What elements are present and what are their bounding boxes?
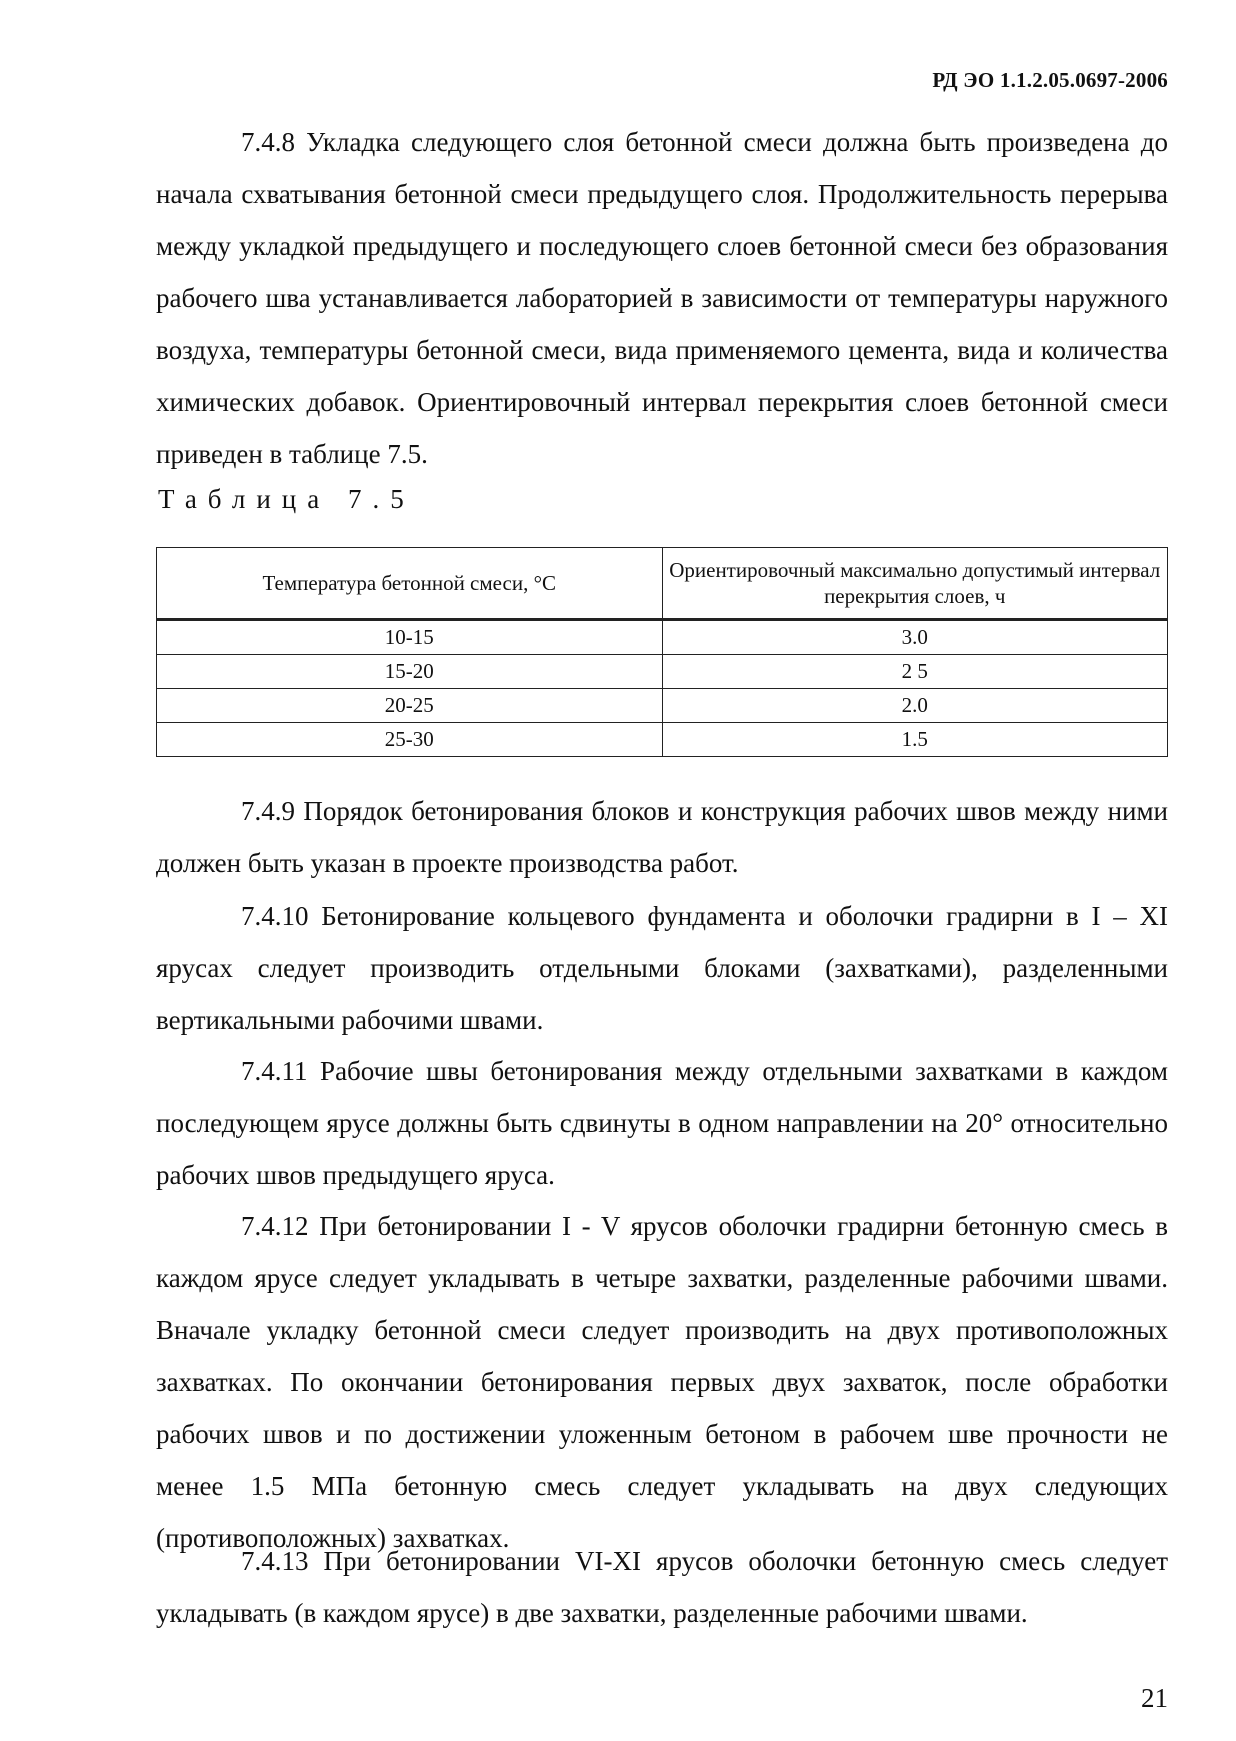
table-cell-temperature: 20-25 xyxy=(157,689,663,723)
document-code: РД ЭО 1.1.2.05.0697-2006 xyxy=(932,68,1168,92)
temperature-interval-table xyxy=(156,547,1168,757)
page-number: 21 xyxy=(1141,1683,1168,1713)
table-row xyxy=(157,620,1168,655)
paragraph-7-4-9: 7.4.9 Порядок бетонирования блоков и конструкция рабочих швов между ними должен быть указан в проекте производства работ. xyxy=(156,796,1168,878)
column-header-interval: Ориентировочный максимально допустимый интервал перекрытия слоев, ч xyxy=(662,548,1168,620)
table-row xyxy=(157,655,1168,689)
table-cell-interval: 1.5 xyxy=(662,723,1168,757)
paragraph-7-4-13: 7.4.13 При бетонировании VI-XI ярусов оболочки бетонную смесь следует укладывать (в каждом ярусе) в две захватки, разделенные рабочими швами. xyxy=(156,1546,1168,1628)
table-cell-interval: 2.0 xyxy=(662,689,1168,723)
table-cell-temperature: 10-15 xyxy=(157,620,663,655)
paragraph-7-4-10: 7.4.10 Бетонирование кольцевого фундамента и оболочки градирни в I – XI ярусах следует производить отдельными блоками (захватками), разделенными вертикальными рабочими швами. xyxy=(156,901,1168,1035)
paragraph-7-4-8: 7.4.8 Укладка следующего слоя бетонной смеси должна быть произведена до начала схватывания бетонной смеси предыдущего слоя. Продолжительность перерыва между укладкой предыдущего и последующего слоев бетонной смеси без образования рабочего шва устанавливается лабораторией в зависимости от температуры наружного воздуха, температуры бетонной смеси, вида применяемого цемента, вида и количества химических добавок. Ориентировочный интервал перекрытия слоев бетонной смеси приведен в таблице 7.5. xyxy=(156,127,1168,469)
table-caption: Таблица 7.5 xyxy=(158,484,415,514)
paragraph-7-4-11: 7.4.11 Рабочие швы бетонирования между отдельными захватками в каждом последующем ярусе должны быть сдвинуты в одном направлении на 20° относительно рабочих швов предыдущего яруса. xyxy=(156,1056,1168,1190)
table-cell-temperature: 25-30 xyxy=(157,723,663,757)
table-header-row xyxy=(157,548,1168,620)
table-cell-temperature: 15-20 xyxy=(157,655,663,689)
paragraph-7-4-12: 7.4.12 При бетонировании I - V ярусов оболочки градирни бетонную смесь в каждом ярусе следует укладывать в четыре захватки, разделенные рабочими швами. Вначале укладку бетонной смеси следует производить на двух противоположных захватках. По окончании бетонирования первых двух захваток, после обработки рабочих швов и по достижении уложенным бетоном в рабочем шве прочности не менее 1.5 МПа бетонную смесь следует укладывать на двух следующих (противоположных) захватках. xyxy=(156,1211,1168,1553)
column-header-temperature: Температура бетонной смеси, °С xyxy=(157,548,663,620)
table-row xyxy=(157,689,1168,723)
table-cell-interval: 3.0 xyxy=(662,620,1168,655)
table-cell-interval: 2 5 xyxy=(662,655,1168,689)
table-row xyxy=(157,723,1168,757)
